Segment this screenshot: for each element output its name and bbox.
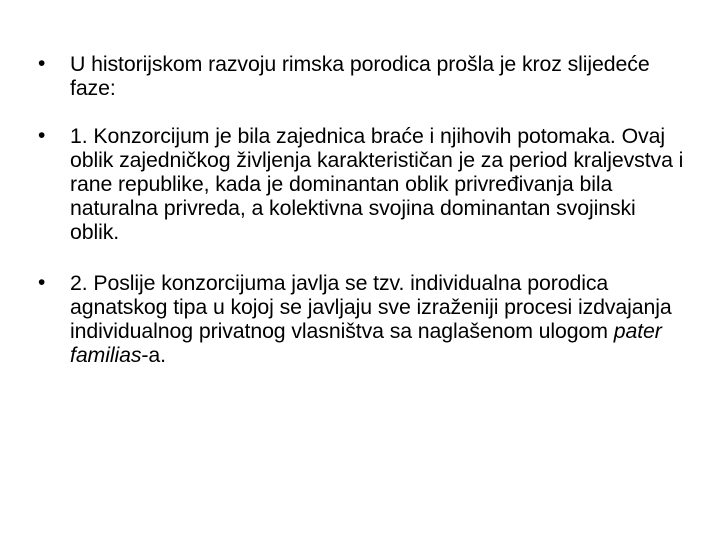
bullet-item-konzorcijum [38,124,688,244]
bullet-item-individualna-porodica [38,271,688,367]
bullet-text-before: 2. Poslije konzorcijuma javlja se tzv. individualna porodica agnatskog tipa u kojoj se javljaju sve izraženiji procesi izdvajanja individualnog privatnog vlasništva sa naglašenom ulogom [70,271,672,343]
bullet-item-phases-intro [38,52,688,100]
bullet-text: 1. Konzorcijum je bila zajednica braće i njihovih potomaka. Ovaj oblik zajedničkog življenja karakterističan je za period kraljevstva i rane republike, kada je dominantan oblik privređivanja bila naturalna privreda, a kolektivna svojina dominantan svojinski oblik. [70,124,684,244]
bullet-text [70,271,672,367]
bullet-icon: • [38,124,46,147]
bullet-icon: • [38,271,46,294]
italic-term: pater familias [70,319,662,367]
bullet-text: U historijskom razvoju rimska porodica prošla je kroz slijedeće faze: [70,52,650,100]
bullet-icon: • [38,52,46,75]
bullet-text-after: -a. [141,343,166,367]
bullet-list [38,52,688,367]
